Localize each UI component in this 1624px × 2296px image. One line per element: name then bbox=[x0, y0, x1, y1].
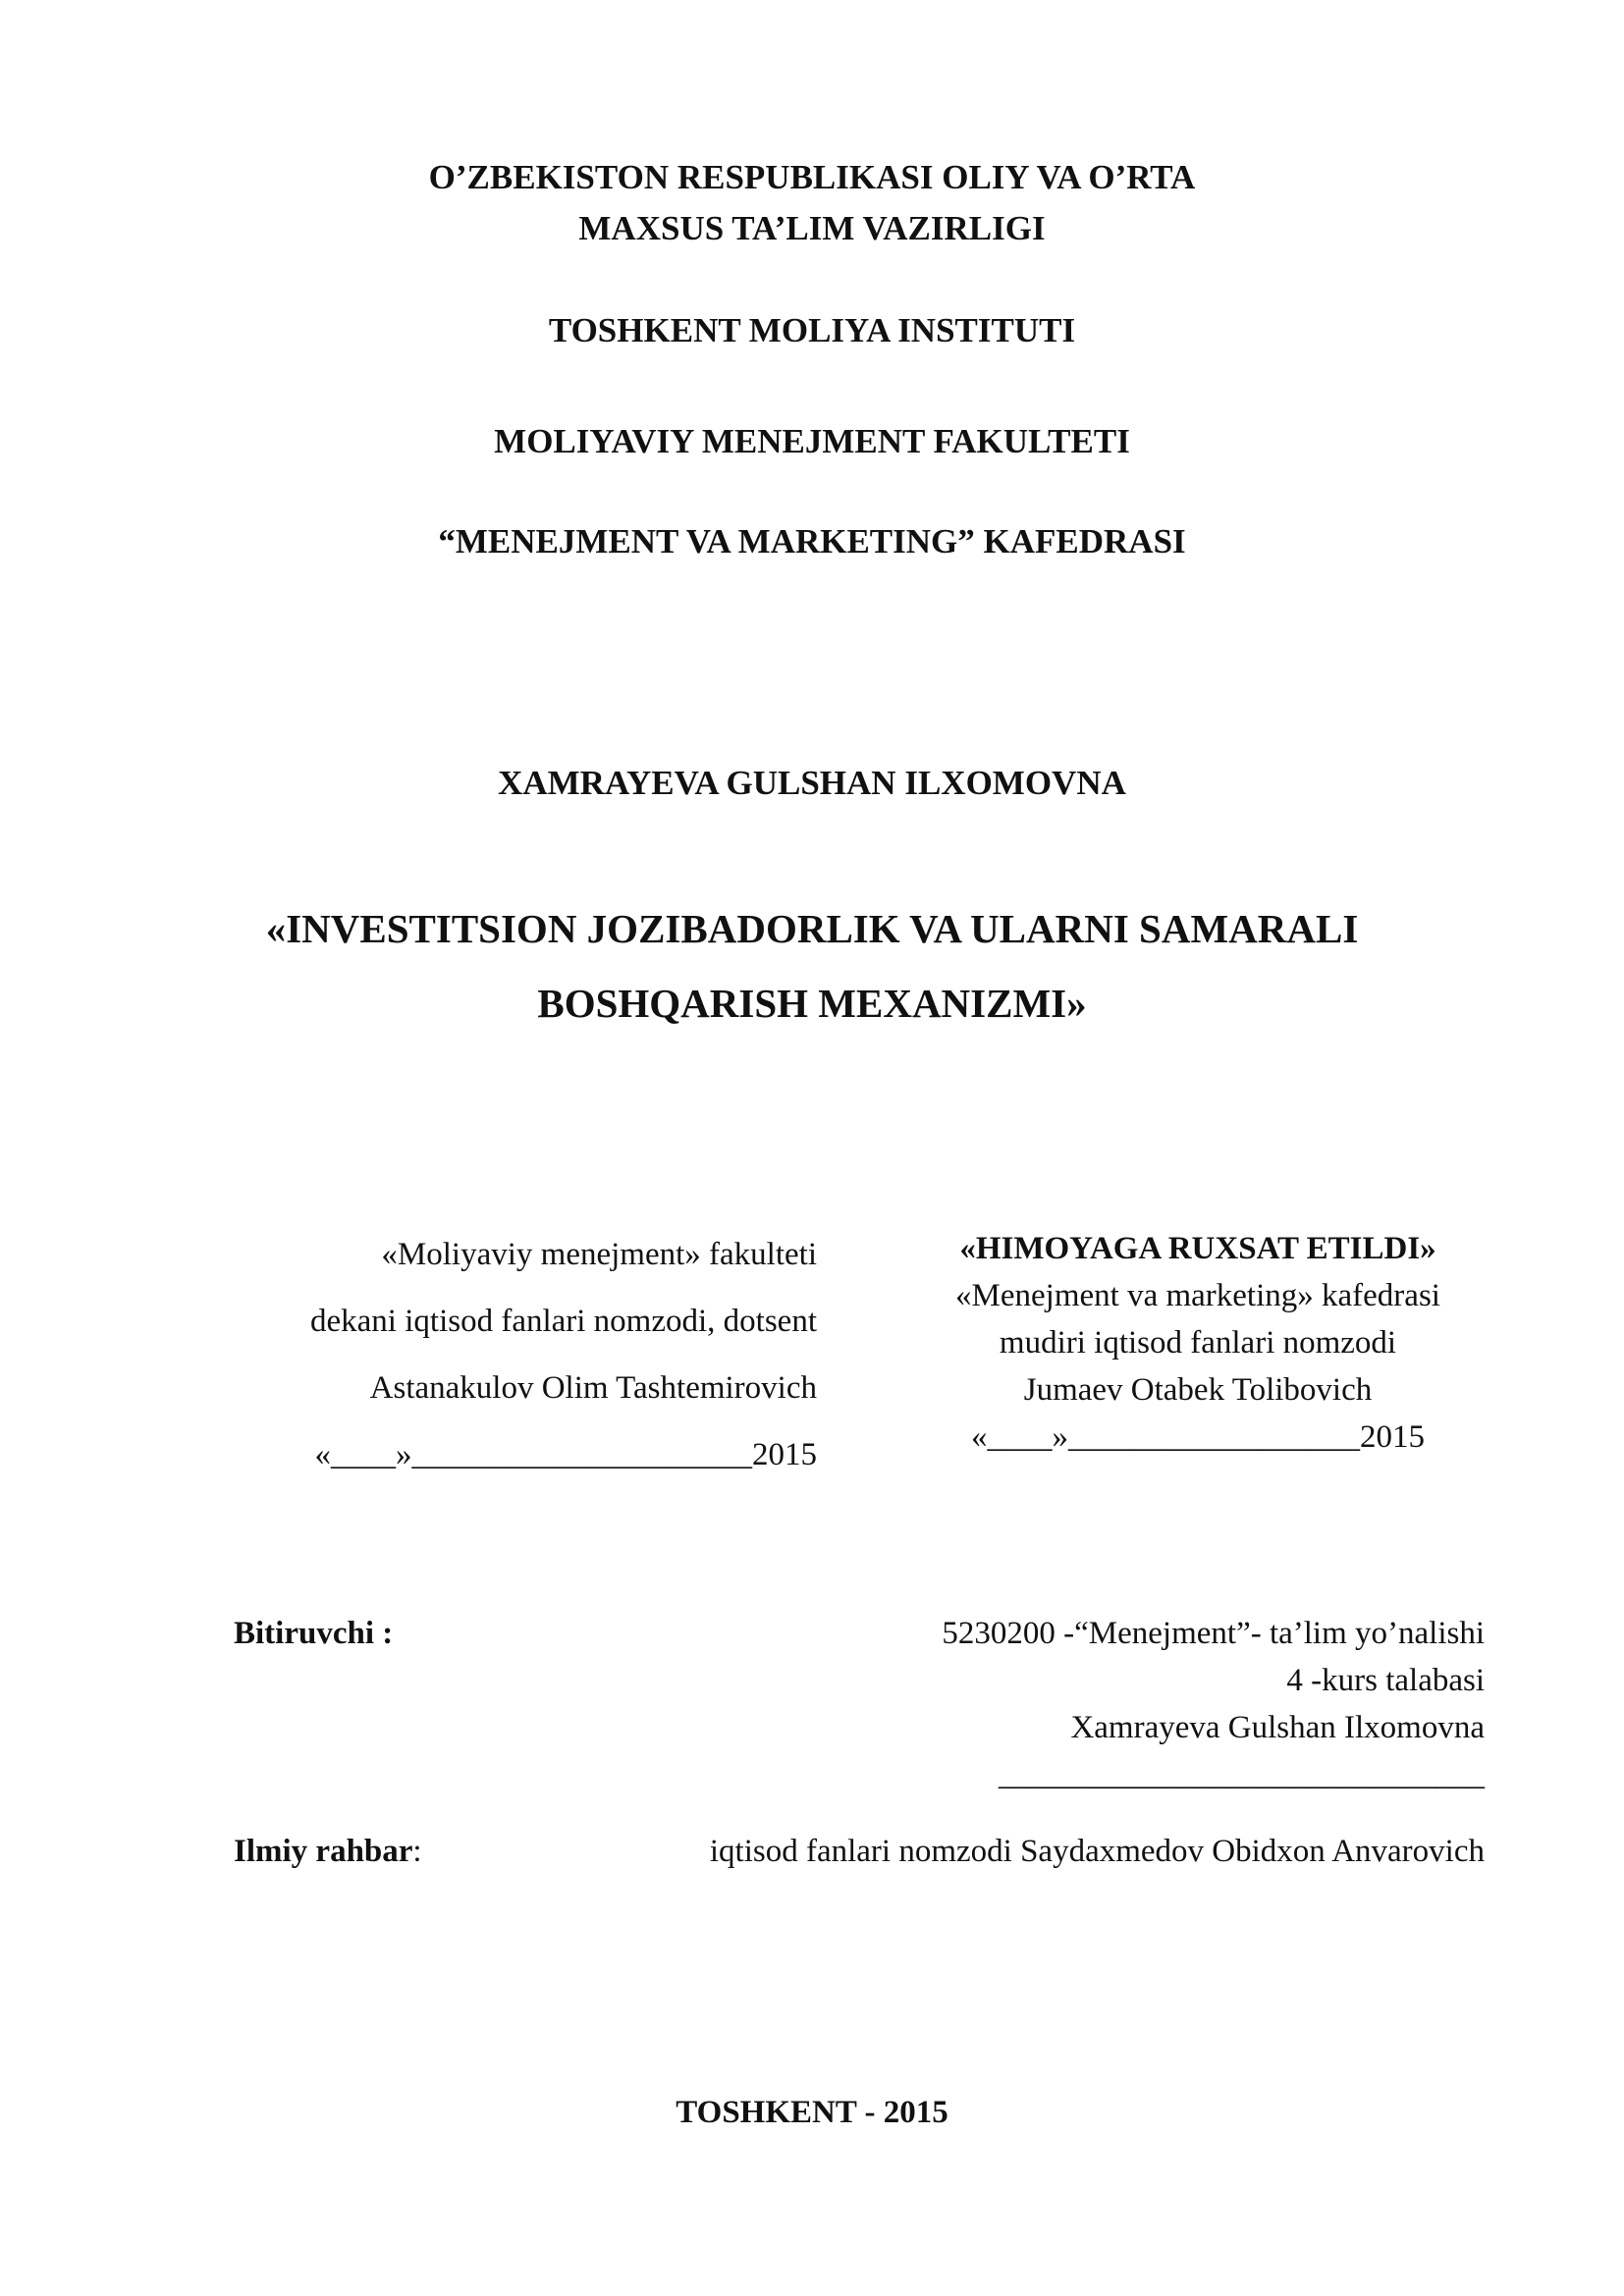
ministry-line-1: O’ZBEKISTON RESPUBLIKASI OLIY VA O’RTA bbox=[428, 158, 1196, 196]
thesis-title-line-2: BOSHQARISH MEXANIZMI» bbox=[537, 981, 1087, 1026]
department-name: “MENEJMENT VA MARKETING” KAFEDRASI bbox=[438, 522, 1186, 561]
dean-approval-block bbox=[196, 1231, 817, 1478]
thesis-title-line-1: «INVESTITSION JOZIBADORLIK VA ULARNI SAMARALI bbox=[265, 906, 1359, 951]
head-date-line: «____»__________________2015 bbox=[971, 1419, 1425, 1455]
graduate-line-3: Xamrayeva Gulshan Ilxomovna bbox=[1070, 1710, 1485, 1745]
graduate-info bbox=[687, 1610, 1485, 1798]
supervisor-name: iqtisod fanlari nomzodi Saydaxmedov Obidxon Anvarovich bbox=[709, 1834, 1485, 1869]
graduate-line-2: 4 -kurs talabasi bbox=[1286, 1663, 1485, 1698]
approval-heading: «HIMOYAGA RUXSAT ETILDI» bbox=[959, 1231, 1436, 1266]
author-name: XAMRAYEVA GULSHAN ILXOMOVNA bbox=[498, 764, 1126, 802]
head-line-2: mudiri iqtisod fanlari nomzodi bbox=[999, 1325, 1397, 1361]
dean-date-line: «____»_____________________2015 bbox=[314, 1437, 817, 1472]
head-line-1: «Menejment va marketing» kafedrasi bbox=[955, 1278, 1440, 1313]
graduate-line-1: 5230200 -“Menejment”- ta’lim yo’nalishi bbox=[942, 1616, 1485, 1651]
city-year-footer: TOSHKENT - 2015 bbox=[676, 2095, 948, 2130]
ministry-line-2: MAXSUS TA’LIM VAZIRLIGI bbox=[578, 209, 1046, 247]
head-line-3: Jumaev Otabek Tolibovich bbox=[1023, 1372, 1373, 1408]
dean-line-1: «Moliyaviy menejment» fakulteti bbox=[381, 1237, 817, 1272]
graduate-signature-line: ______________________________ bbox=[999, 1757, 1485, 1792]
graduate-label: Bitiruvchi : bbox=[234, 1616, 394, 1651]
dean-line-2: dekani iqtisod fanlari nomzodi, dotsent bbox=[310, 1304, 817, 1339]
supervisor-label: Ilmiy rahbar bbox=[234, 1834, 413, 1869]
dean-line-3: Astanakulov Olim Tashtemirovich bbox=[369, 1370, 817, 1406]
defense-approval-block bbox=[923, 1225, 1473, 1461]
faculty-name: MOLIYAVIY MENEJMENT FAKULTETI bbox=[494, 422, 1130, 460]
supervisor-colon: : bbox=[412, 1834, 422, 1869]
institute-name: TOSHKENT MOLIYA INSTITUTI bbox=[548, 311, 1076, 349]
supervisor-label-row bbox=[234, 1828, 422, 1875]
